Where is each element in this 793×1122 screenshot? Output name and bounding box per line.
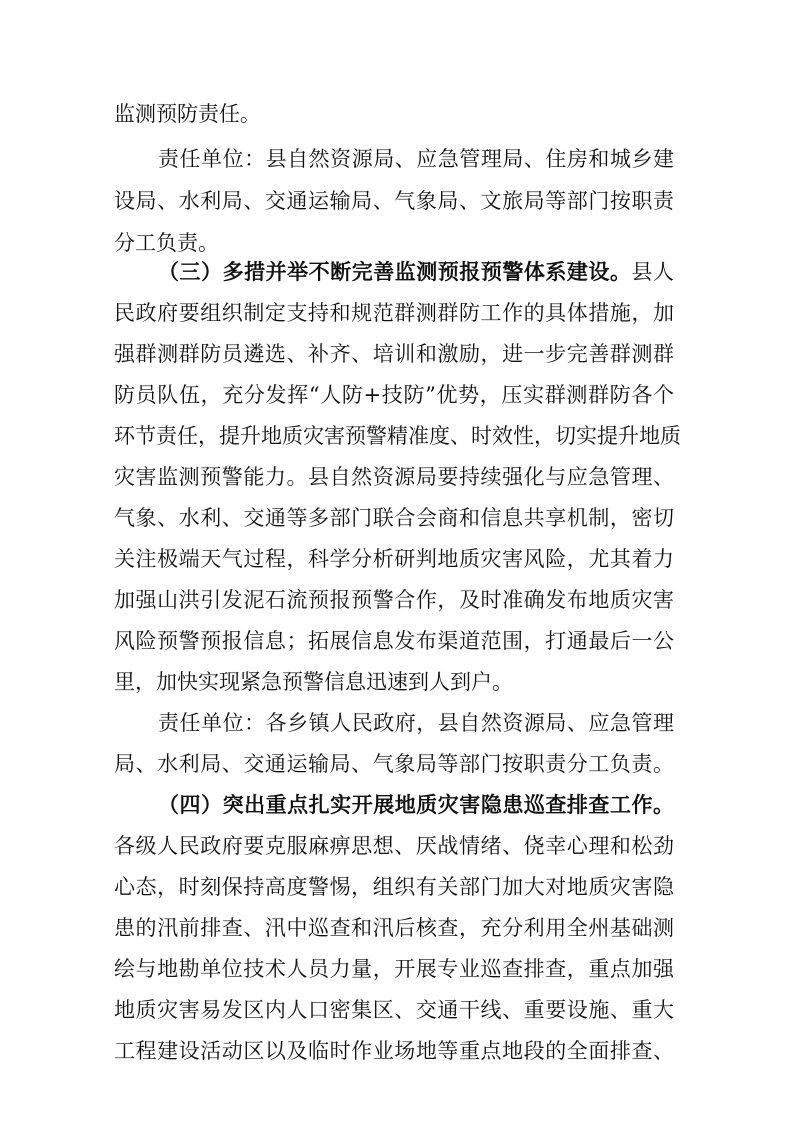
body-text-line: 工程建设活动区以及临时作业场地等重点地段的全面排查、 [114,1039,674,1063]
body-text-run: 县人 [631,260,675,284]
responsibility-line: 责任单位：县自然资源局、应急管理局、住房和城乡建 [158,147,674,171]
body-text-line: 环节责任，提升地质灾害预警精准度、时效性，切实提升地质 [114,424,681,448]
body-text-line: 患的汛前排查、汛中巡查和汛后核查，充分利用全州基础测 [114,916,674,940]
body-text-line: 防员队伍，充分发挥“人防+技防”优势，压实群测群防各个 [114,383,674,407]
body-text-line: 局、水利局、交通运输局、气象局等部门按职责分工负责。 [114,752,674,776]
body-text-line: 心态，时刻保持高度警惕，组织有关部门加大对地质灾害隐 [114,875,674,899]
body-text-line: 各级人民政府要克服麻痹思想、厌战情绪、侥幸心理和松劲 [114,834,674,858]
body-text-line: 灾害监测预警能力。县自然资源局要持续强化与应急管理、 [114,465,674,489]
body-text-line: 关注极端天气过程，科学分析研判地质灾害风险，尤其着力 [114,547,674,571]
body-text-line: 加强山洪引发泥石流预报预警合作，及时准确发布地质灾害 [114,588,674,612]
section-heading-four: （四）突出重点扎实开展地质灾害隐患巡查排查工作。 [158,792,674,817]
section-four-line [158,785,674,825]
body-text-line: 强群测群防员遴选、补齐、培训和激励，进一步完善群测群 [114,342,674,366]
body-text-line: 气象、水利、交通等多部门联合会商和信息共享机制，密切 [114,506,674,530]
section-heading-three: （三）多措并举不断完善监测预报预警体系建设。 [158,259,632,284]
responsibility-line: 责任单位：各乡镇人民政府，县自然资源局、应急管理 [158,711,674,735]
body-text-line: 地质灾害易发区内人口密集区、交通干线、重要设施、重大 [114,998,674,1022]
body-text-line: 风险预警预报信息；拓展信息发布渠道范围，打通最后一公 [114,629,674,653]
section-three-line [158,252,674,292]
body-text-line: 监测预防责任。 [114,102,261,126]
body-text-line: 绘与地勘单位技术人员力量，开展专业巡查排查，重点加强 [114,957,674,981]
body-text-line: 设局、水利局、交通运输局、气象局、文旅局等部门按职责 [114,189,674,213]
body-text-line: 里，加快实现紧急预警信息迅速到人到户。 [114,670,513,694]
body-text-line: 民政府要组织制定支持和规范群测群防工作的具体措施，加 [114,301,674,325]
body-text-line: 分工负责。 [114,231,219,255]
